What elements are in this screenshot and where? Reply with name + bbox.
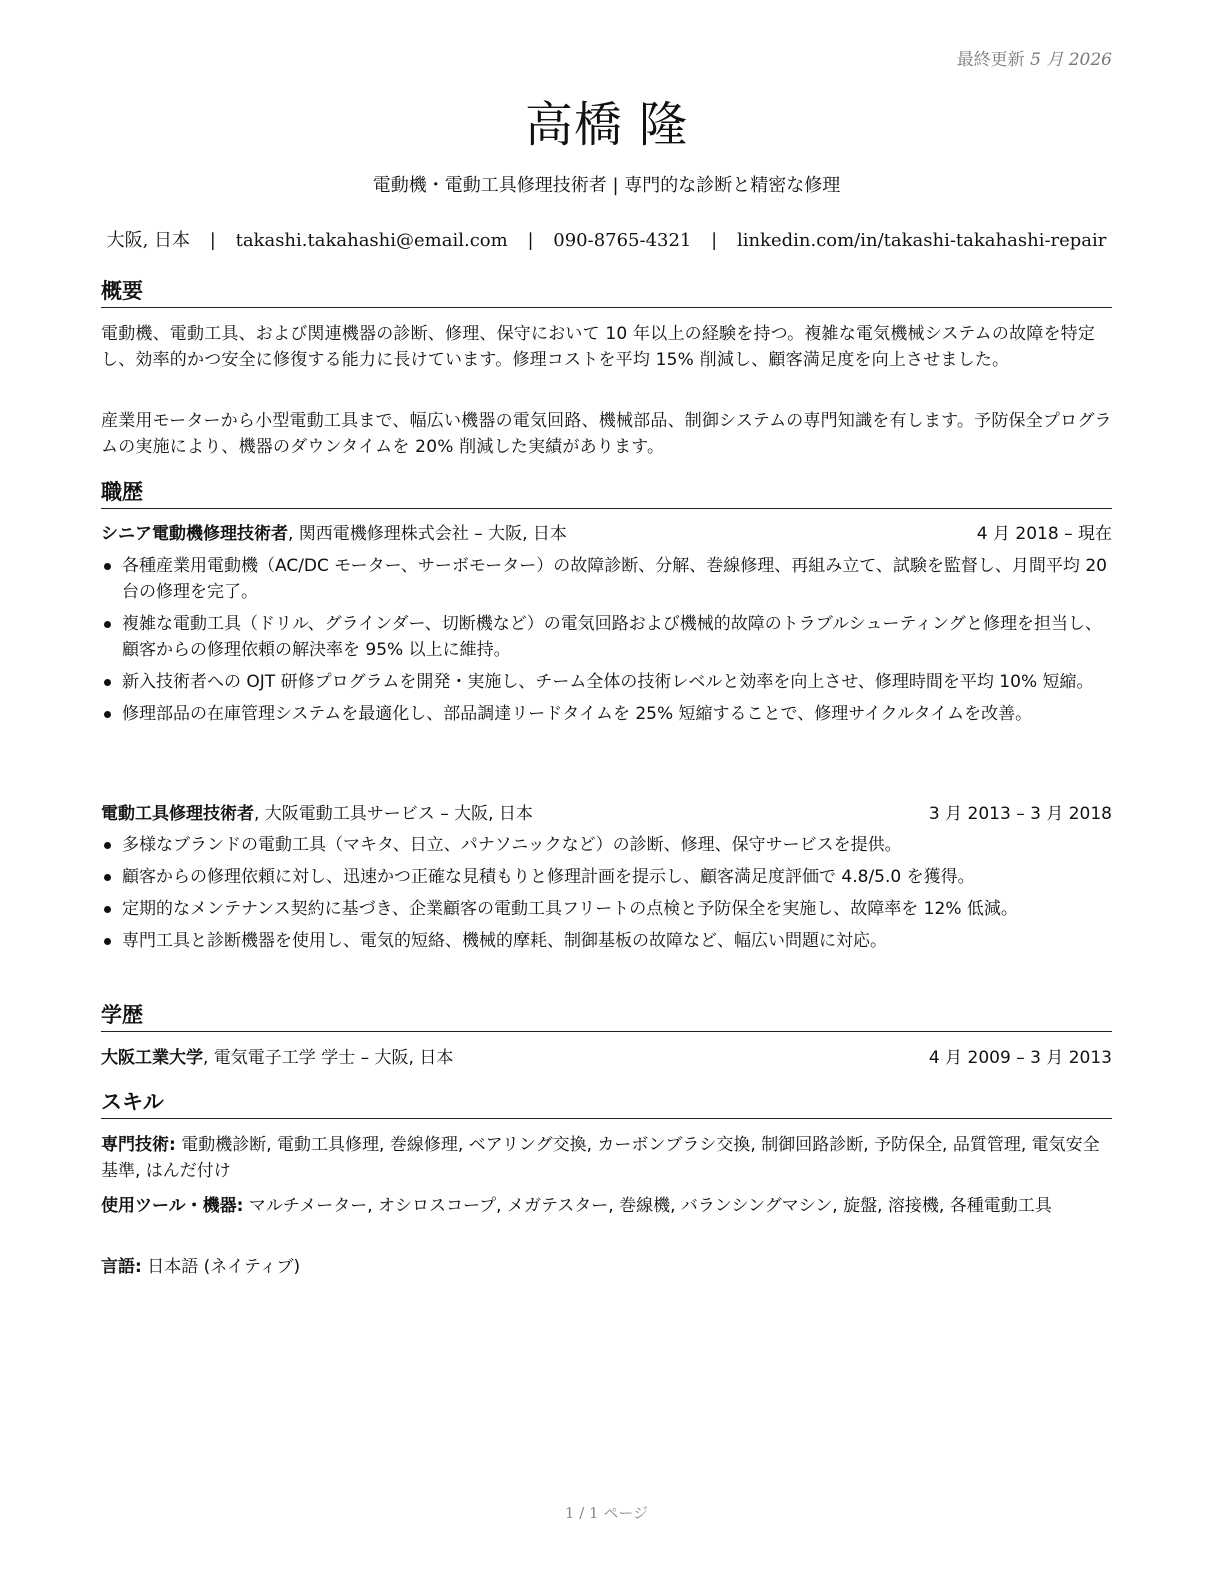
resume-page xyxy=(101,0,1112,1584)
education-line xyxy=(101,1045,1112,1071)
skill-line xyxy=(101,1254,1112,1280)
last-updated xyxy=(957,45,1112,70)
skill-line xyxy=(101,1132,1112,1184)
skill-label: 使用ツール・機器: xyxy=(101,1196,244,1216)
job-date: 4 月 2018 – 現在 xyxy=(976,524,1112,544)
contact-separator: | xyxy=(209,230,216,251)
summary-paragraph-2: 産業用モーターから小型電動工具まで、幅広い機器の電気回路、機械部品、制御システムの専門知識を有します。予防保全プログラムの実施により、機器のダウンタイムを 20% 削減した実績があります。 xyxy=(101,411,1112,457)
tagline: 電動機・電動工具修理技術者 | 専門的な診断と精密な修理 xyxy=(372,175,841,196)
skill-value: 日本語 (ネイティブ) xyxy=(141,1257,301,1277)
list-item: 新入技術者への OJT 研修プログラムを開発・実施し、チーム全体の技術レベルと効率を向上させ、修理時間を平均 10% 短縮。 xyxy=(101,669,1112,695)
job-header xyxy=(101,801,1112,827)
list-item: 専門工具と診断機器を使用し、電気的短絡、機械的摩耗、制御基板の故障など、幅広い問題に対応。 xyxy=(101,928,1112,954)
page-number: 1 / 1 ページ xyxy=(564,1504,649,1522)
contact-line xyxy=(101,226,1112,252)
skill-line xyxy=(101,1193,1112,1219)
contact-phone: 090-8765-4321 xyxy=(553,230,692,251)
list-item: 顧客からの修理依頼に対し、迅速かつ正確な見積もりと修理計画を提示し、顧客満足度評価で 4.8/5.0 を獲得。 xyxy=(101,864,1112,890)
list-item: 多様なブランドの電動工具（マキタ、日立、パナソニックなど）の診断、修理、保守サービスを提供。 xyxy=(101,832,1112,858)
skill-label: 専門技術: xyxy=(101,1135,176,1155)
contact-location: 大阪, 日本 xyxy=(106,230,191,251)
job-bullets xyxy=(101,832,1112,960)
job-title: 電動工具修理技術者 xyxy=(101,804,254,824)
section-heading-skills: スキル xyxy=(101,1088,1112,1119)
job-date: 3 月 2013 – 3 月 2018 xyxy=(928,804,1112,824)
section-heading-summary: 概要 xyxy=(101,277,1112,308)
education-date: 4 月 2009 – 3 月 2013 xyxy=(928,1048,1112,1068)
section-heading-education: 学歴 xyxy=(101,1001,1112,1032)
last-updated-month: 5 月 xyxy=(1030,50,1064,70)
list-item: 定期的なメンテナンス契約に基づき、企業顧客の電動工具フリートの点検と予防保全を実施し、故障率を 12% 低減。 xyxy=(101,896,1112,922)
job-header xyxy=(101,521,1112,547)
education-school: 大阪工業大学 xyxy=(101,1048,203,1068)
section-heading-experience: 職歴 xyxy=(101,478,1112,509)
job-org: , 大阪電動工具サービス – 大阪, 日本 xyxy=(254,804,533,824)
contact-separator: | xyxy=(527,230,534,251)
last-updated-prefix: 最終更新 xyxy=(956,50,1025,70)
candidate-name: 高橋 隆 xyxy=(524,97,689,153)
last-updated-year: 2026 xyxy=(1068,50,1112,70)
list-item: 修理部品の在庫管理システムを最適化し、部品調達リードタイムを 25% 短縮することで、修理サイクルタイムを改善。 xyxy=(101,701,1112,727)
summary-paragraph-1: 電動機、電動工具、および関連機器の診断、修理、保守において 10 年以上の経験を持つ。複雑な電気機械システムの故障を特定し、効率的かつ安全に修復する能力に長けています。修理コストを平均 15% 削減し、顧客満足度を向上させました。 xyxy=(101,324,1096,370)
list-item: 各種産業用電動機（AC/DC モーター、サーボモーター）の故障診断、分解、巻線修理、再組み立て、試験を監督し、月間平均 20 台の修理を完了。 xyxy=(101,553,1112,605)
skill-value: 電動機診断, 電動工具修理, 巻線修理, ベアリング交換, カーボンブラシ交換, 制御回路診断, 予防保全, 品質管理, 電気安全基準, はんだ付け xyxy=(101,1135,1100,1181)
education-detail: , 電気電子工学 学士 – 大阪, 日本 xyxy=(203,1048,454,1068)
contact-email-link[interactable]: takashi.takahashi@email.com xyxy=(235,230,508,251)
contact-linkedin-link[interactable]: linkedin.com/in/takashi-takahashi-repair xyxy=(736,230,1107,251)
contact-separator: | xyxy=(711,230,718,251)
skill-label: 言語: xyxy=(101,1257,142,1277)
job-org: , 関西電機修理株式会社 – 大阪, 日本 xyxy=(288,524,567,544)
list-item: 複雑な電動工具（ドリル、グラインダー、切断機など）の電気回路および機械的故障のトラブルシューティングと修理を担当し、顧客からの修理依頼の解決率を 95% 以上に維持。 xyxy=(101,611,1112,663)
skill-value: マルチメーター, オシロスコープ, メガテスター, 巻線機, バランシングマシン, 旋盤, 溶接機, 各種電動工具 xyxy=(243,1196,1052,1216)
job-title: シニア電動機修理技術者 xyxy=(101,524,288,544)
job-bullets xyxy=(101,553,1112,733)
